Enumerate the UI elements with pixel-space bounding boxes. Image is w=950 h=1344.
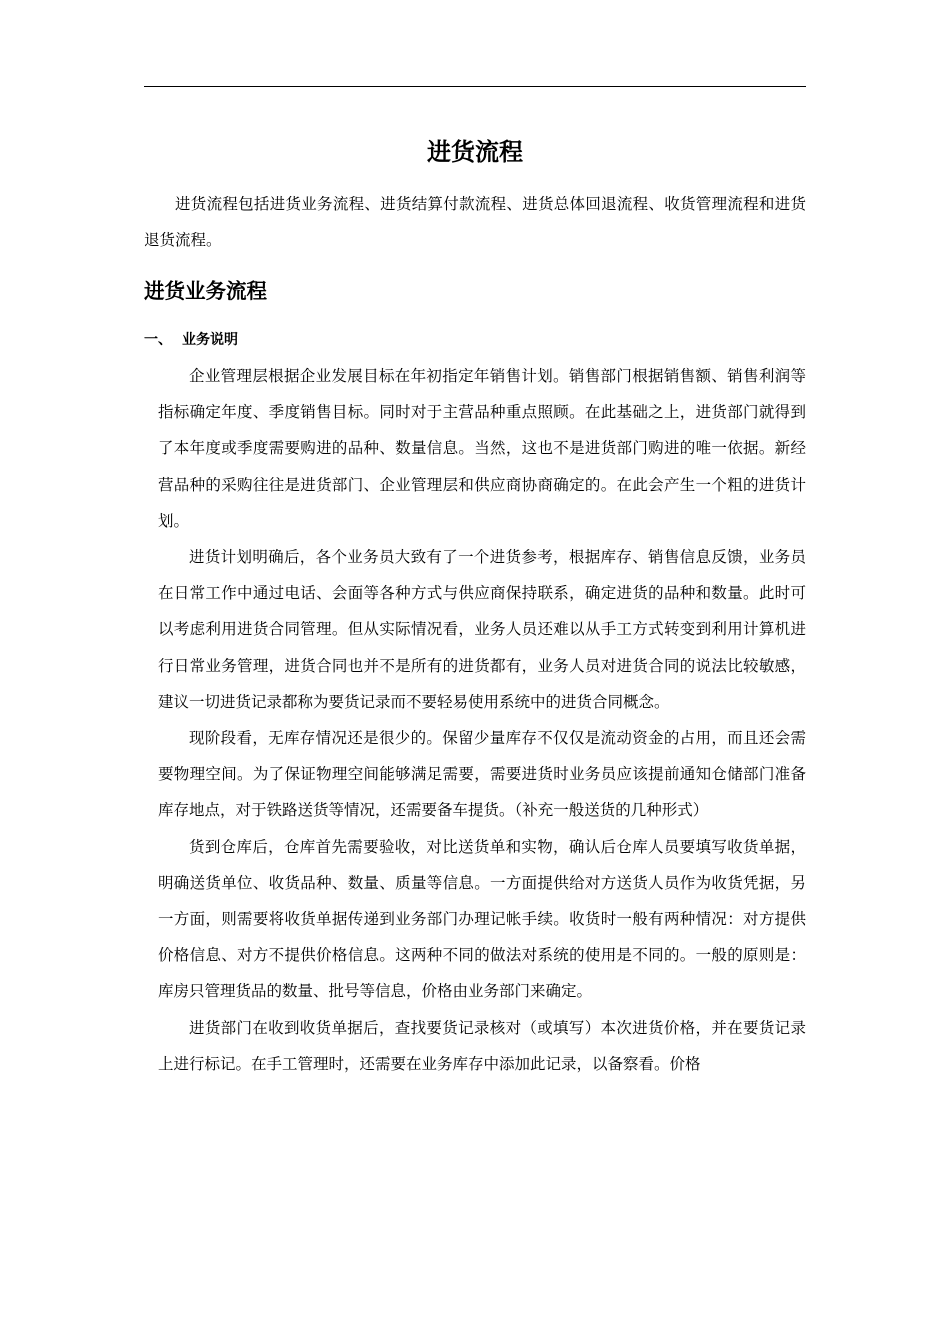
body-paragraph: 进货部门在收到收货单据后，查找要货记录核对（或填写）本次进货价格，并在要货记录上进行标记。在手工管理时，还需要在业务库存中添加此记录，以备察看。价格 (158, 1018, 806, 1073)
subheading-text: 业务说明 (182, 332, 238, 348)
subheading-number: 一、 (144, 332, 172, 348)
section-heading: 进货业务流程 (144, 279, 267, 303)
body-paragraph: 进货计划明确后，各个业务员大致有了一个进货参考，根据库存、销售信息反馈，业务员在日常工作中通过电话、会面等各种方式与供应商保持联系，确定进货的品种和数量。此时可以考虑利用进货合同管理。但从实际情况看，业务人员还难以从手工方式转变到利用计算机进行日常业务管理，进货合同也并不是所有的进货都有，业务人员对进货合同的说法比较敏感，建议一切进货记录都称为要货记录而不要轻易使用系统中的进货合同概念。 (158, 548, 806, 711)
subheading (144, 324, 806, 356)
section-paragraphs (144, 358, 806, 1082)
header-rule (144, 86, 806, 87)
body-paragraph: 企业管理层根据企业发展目标在年初指定年销售计划。销售部门根据销售额、销售利润等指标确定年度、季度销售目标。同时对于主营品种重点照顾。在此基础之上，进货部门就得到了本年度或季度需要购进的品种、数量信息。当然，这也不是进货部门购进的唯一依据。新经营品种的采购往往是进货部门、企业管理层和供应商协商确定的。在此会产生一个粗的进货计划。 (158, 367, 806, 530)
intro-paragraph: 进货流程包括进货业务流程、进货结算付款流程、进货总体回退流程、收货管理流程和进货退货流程。 (144, 195, 806, 249)
body-paragraph: 货到仓库后，仓库首先需要验收，对比送货单和实物，确认后仓库人员要填写收货单据，明确送货单位、收货品种、数量、质量等信息。一方面提供给对方送货人员作为收货凭据，另一方面，则需要将收货单据传递到业务部门办理记帐手续。收货时一般有两种情况：对方提供价格信息、对方不提供价格信息。这两种不同的做法对系统的使用是不同的。一般的原则是：库房只管理货品的数量、批号等信息，价格由业务部门来确定。 (158, 837, 806, 1001)
document-body (144, 130, 806, 1082)
document-title: 进货流程 (427, 137, 523, 166)
body-paragraph: 现阶段看，无库存情况还是很少的。保留少量库存不仅仅是流动资金的占用，而且还会需要物理空间。为了保证物理空间能够满足需要，需要进货时业务员应该提前通知仓储部门准备库存地点，对于铁路送货等情况，还需要备车提货。（补充一般送货的几种形式） (158, 729, 806, 820)
